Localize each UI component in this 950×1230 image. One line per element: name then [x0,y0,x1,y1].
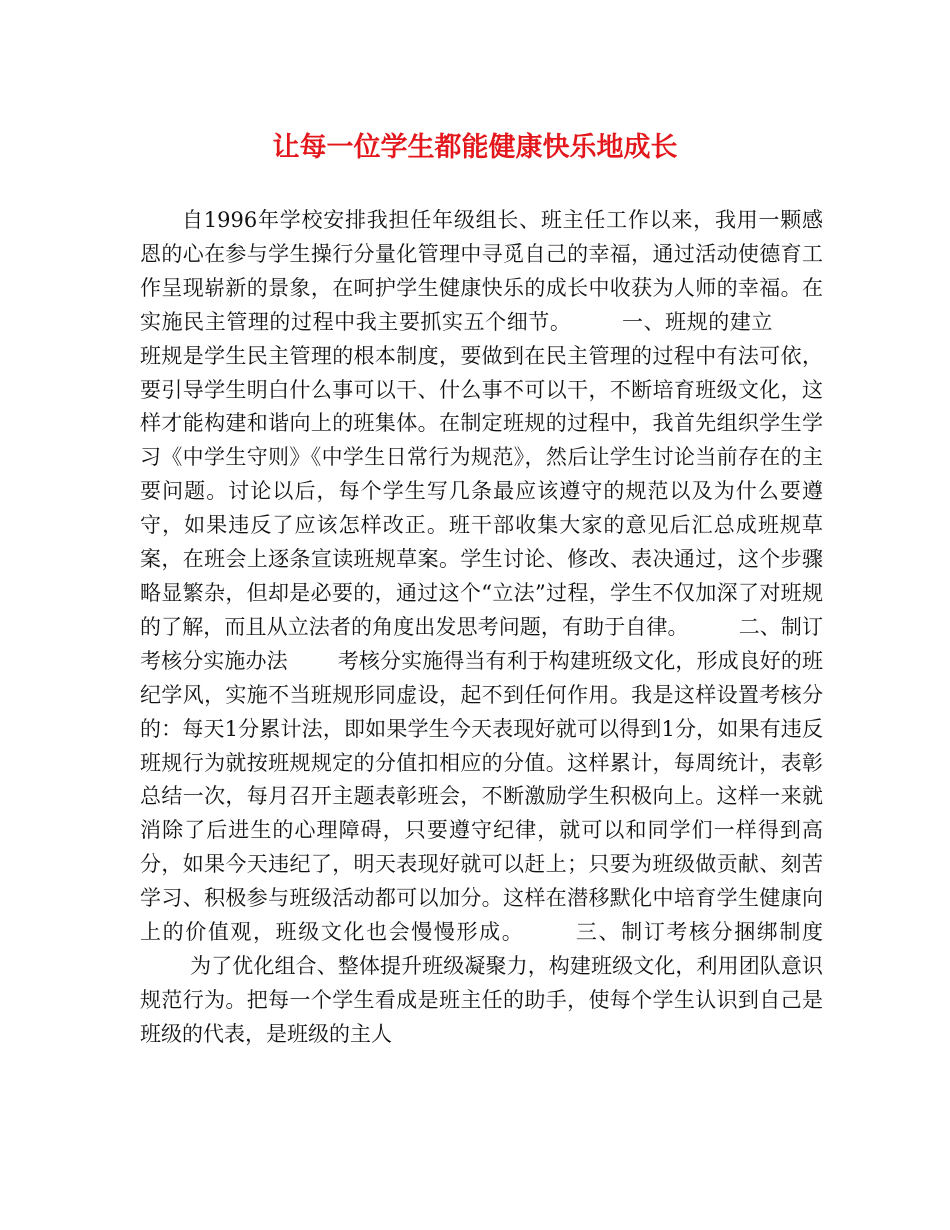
section-3-heading: 三、制订考核分捆绑制度 [574,920,824,945]
section-2-text: 考核分实施得当有利于构建班级文化，形成良好的班纪学风，实施不当班规形同虚设，起不到任何作用。我是这样设置考核分的：每天1分累计法，即如果学生今天表现好就可以得到1分，如果有违反班规行为就按班规规定的分值扣相应的分值。这样累计，每周统计，表彰总结一次，每月召开主题表彰班会，不断激励学生积极向上。这样一来就消除了后进生的心理障碍，只要遵守纪律，就可以和同学们一样得到高分，如果今天违纪了，明天表现好就可以赶上；只要为班级做贡献、刻苦学习、积极参与班级活动都可以加分。这样在潜移默化中培育学生健康向上的价值观，班级文化也会慢慢形成。 [140,648,824,945]
section-2-heading: 二、制订考核分实施办法 [140,614,824,673]
document-title: 让每一位学生都能健康快乐地成长 [272,132,678,163]
section-3-text: 为了优化组合、整体提升班级凝聚力，构建班级文化，利用团队意识规范行为。把每一个学生看成是班主任的助手，使每个学生认识到自己是班级的代表，是班级的主人 [140,953,823,1046]
section-1-text: 班规是学生民主管理的根本制度，要做到在民主管理的过程中有法可依，要引导学生明白什么事可以干、什么事不可以干，不断培育班级文化，这样才能构建和谐向上的班集体。在制定班规的过程中，我首先组织学生学习《中学生守则》《中学生日常行为规范》，然后让学生讨论当前存在的主要问题。讨论以后，每个学生写几条最应该遵守的规范以及为什么要遵守，如果违反了应该怎样改正。班干部收集大家的意见后汇总成班规草案，在班会上逐条宣读班规草案。学生讨论、修改、表决通过，这个步骤略显繁杂，但却是必要的，通过这个“立法”过程，学生不仅加深了对班规的了解，而且从立法者的角度出发思考问题，有助于自律。 [140,343,823,639]
intro-paragraph: 自1996年学校安排我担任年级组长、班主任工作以来，我用一颗感恩的心在参与学生操行分量化管理中寻觅自己的幸福，通过活动使德育工作呈现崭新的景象，在呵护学生健康快乐的成长中收获为人师的幸福。在实施民主管理的过程中我主要抓实五个细节。 [140,208,823,334]
document-body [140,204,823,1052]
section-1-heading: 一、班规的建立 [621,309,774,334]
